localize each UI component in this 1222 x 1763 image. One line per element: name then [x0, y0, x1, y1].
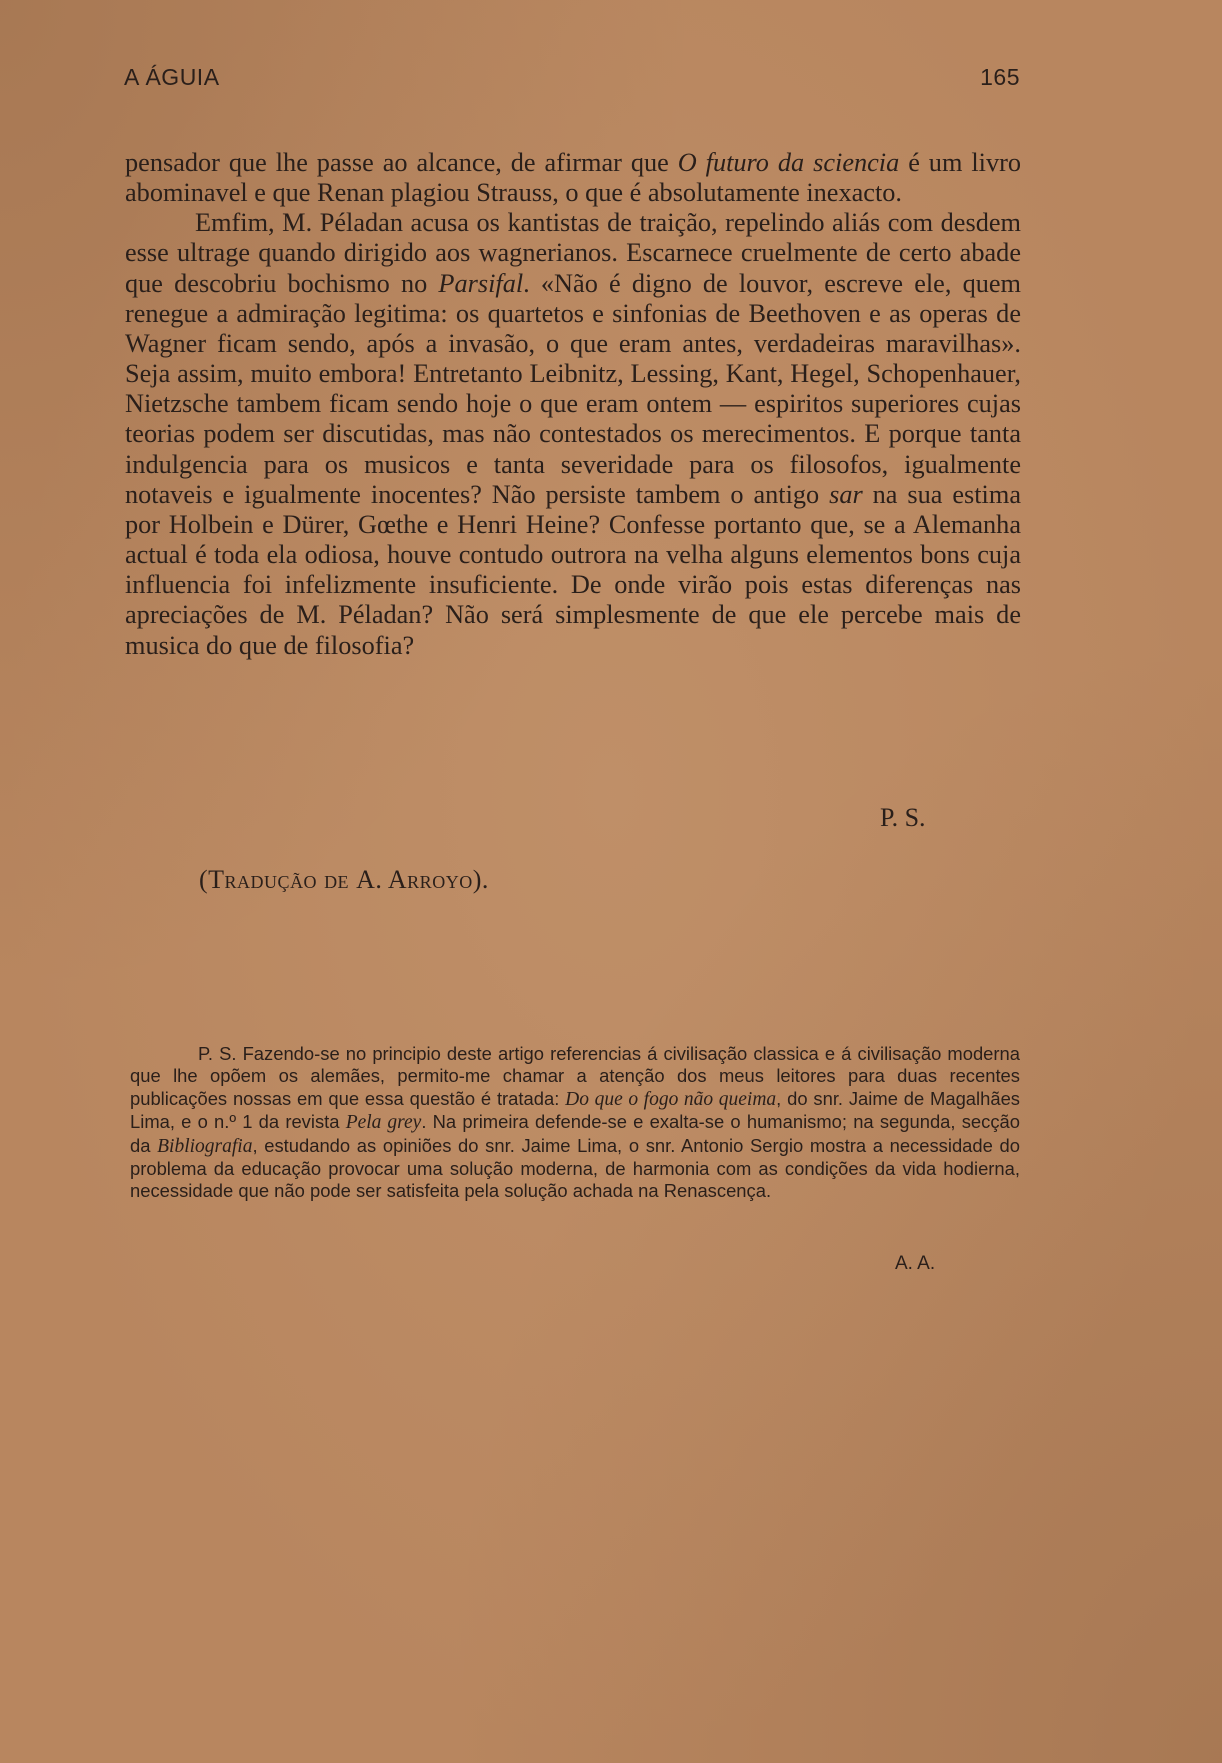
note-signature: A. A. — [895, 1253, 936, 1274]
journal-title: A ÁGUIA — [124, 64, 220, 90]
book-title-futuro-da-sciencia: O futuro da sciencia — [677, 148, 900, 177]
note-text-b: , do snr. Jaime de Magalhães Lima, e o n.º 1 da revista — [130, 1087, 1020, 1133]
paragraph-2-text-b: . «Não é digno de louvor, escreve ele, quem renegue a admiração legitima: os quartetos e sinfonias de Beethoven e as operas de Wagner ficam sendo, após a invasão, o que eram antes, verdadeiras maravilhas». Seja assim, muito embora! Entretanto Leibnitz, Lessing, Kant, Hegel, Schopenhauer, Nietzsche tambem ficam sendo hoje o que eram ontem — espiritos superiores cujas teorias podem ser discutidas, mas não contestados os merecimentos. E porque tanta indulgencia para os musicos e tanta severidade para os filosofos, igualmente notaveis e igualmente inocentes? Não persiste tambem o antigo — [125, 268, 1022, 509]
paragraph-1 — [125, 148, 1021, 208]
translation-open-paren: ( — [199, 865, 209, 894]
article-body — [125, 148, 1021, 661]
running-header — [124, 60, 1020, 96]
translator-name: A. Arroyo — [356, 865, 473, 894]
translation-preposition: de — [324, 865, 350, 894]
postscript-note — [130, 1043, 1020, 1203]
translation-credit — [199, 865, 489, 895]
paragraph-1-text-a: pensador que lhe passe ao alcance, de afirmar que — [125, 148, 678, 177]
note-text-c: . Na primeira defende-se e exalta-se o humanismo; na segunda, secção da — [130, 1111, 1020, 1156]
section-title-bibliografia: Bibliografia — [157, 1135, 253, 1157]
translation-word: Tradução — [208, 865, 318, 894]
author-signature: P. S. — [880, 803, 926, 832]
paragraph-2 — [125, 208, 1021, 660]
page-number: 165 — [980, 64, 1020, 90]
journal-title-pela-grey: Pela grey — [345, 1112, 422, 1134]
translation-close-paren: ). — [472, 865, 489, 894]
book-title-do-que-o-fogo: Do que o fogo não queima — [565, 1088, 777, 1110]
paragraph-1-text-b: é um livro abominavel e que Renan plagiou Strauss, o que é absolutamente inexacto. — [125, 148, 1021, 208]
paragraph-2-text-c: na sua estima por Holbein e Dürer, Gœthe e Henri Heine? Confesse portanto que, se a Alemanha actual é toda ela odiosa, houve contudo outrora na velha alguns elementos bons cuja influencia foi infelizmente insuficiente. De onde virão pois estas diferenças nas apreciações de M. Péladan? Não será simplesmente de que ele percebe mais de musica do que de filosofia? — [125, 479, 1021, 660]
paragraph-2-text-a: Emfim, M. Péladan acusa os kantistas de traição, repelindo aliás com desdem esse ultrage quando dirigido aos wagnerianos. Escarnece cruelmente de certo abade que descobriu bochismo no — [125, 208, 1021, 298]
note-text-d: , estudando as opiniões do snr. Jaime Lima, o snr. Antonio Sergio mostra a necessidade do problema da educação provocar uma solução moderna, de harmonia com as condições da vida hodierna, necessidade que não pode ser satisfeita pela solução achada na Renascença. — [130, 1134, 1020, 1202]
word-sar: sar — [829, 479, 863, 509]
work-title-parsifal: Parsifal — [438, 268, 524, 298]
note-text-a: P. S. Fazendo-se no principio deste artigo referencias á civilisação classica e á civilisação moderna que lhe opõem os alemães, permito-me chamar a atenção dos meus leitores para duas recentes publicações nossas em que essa questão é tratada: — [130, 1043, 1020, 1109]
postscript-paragraph — [130, 1043, 1020, 1203]
